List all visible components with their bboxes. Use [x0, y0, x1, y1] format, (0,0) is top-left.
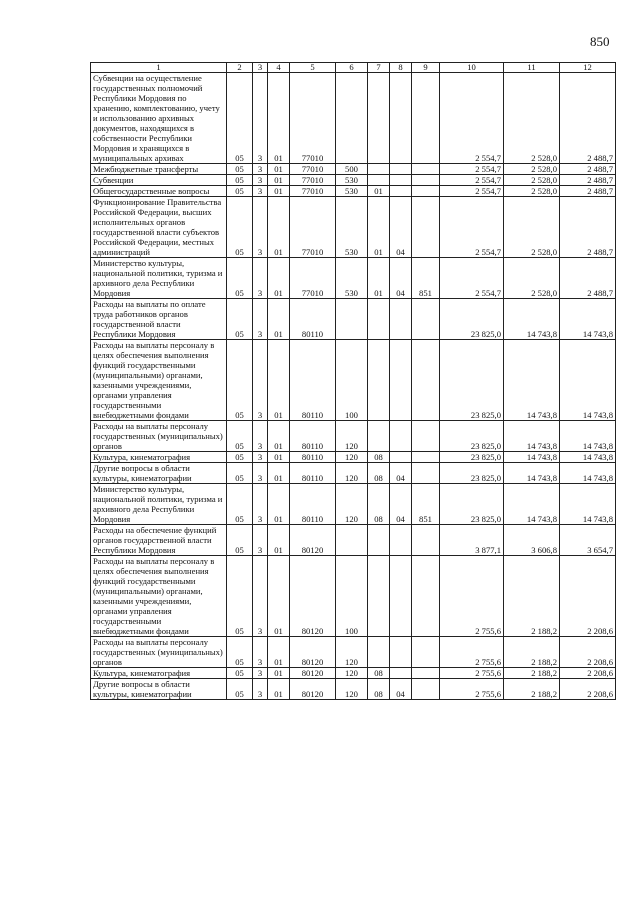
value-cell — [412, 197, 440, 258]
value-cell: 120 — [336, 463, 368, 484]
value-cell: 05 — [227, 525, 253, 556]
value-cell: 05 — [227, 299, 253, 340]
value-cell — [412, 463, 440, 484]
value-cell: 23 825,0 — [440, 484, 504, 525]
value-cell — [412, 452, 440, 463]
value-cell: 120 — [336, 484, 368, 525]
value-cell: 80110 — [290, 340, 336, 421]
value-cell: 23 825,0 — [440, 340, 504, 421]
value-cell: 3 — [253, 484, 268, 525]
value-cell: 05 — [227, 197, 253, 258]
value-cell: 100 — [336, 340, 368, 421]
value-cell: 77010 — [290, 73, 336, 164]
column-header: 1 — [91, 63, 227, 73]
value-cell: 3 877,1 — [440, 525, 504, 556]
table-row — [91, 679, 616, 700]
value-cell: 530 — [336, 258, 368, 299]
value-cell: 80120 — [290, 679, 336, 700]
value-cell: 3 606,8 — [504, 525, 560, 556]
value-cell — [412, 175, 440, 186]
table-row — [91, 299, 616, 340]
value-cell: 80120 — [290, 668, 336, 679]
column-header: 12 — [560, 63, 616, 73]
value-cell: 80110 — [290, 463, 336, 484]
value-cell: 05 — [227, 556, 253, 637]
value-cell: 2 208,6 — [560, 679, 616, 700]
value-cell: 14 743,8 — [560, 421, 616, 452]
value-cell: 23 825,0 — [440, 463, 504, 484]
value-cell: 01 — [268, 299, 290, 340]
value-cell: 14 743,8 — [560, 452, 616, 463]
value-cell — [390, 668, 412, 679]
value-cell: 530 — [336, 197, 368, 258]
row-name-cell: Субвенции — [91, 175, 227, 186]
value-cell — [390, 340, 412, 421]
value-cell — [368, 175, 390, 186]
row-name-cell: Культура, кинематография — [91, 452, 227, 463]
column-header: 7 — [368, 63, 390, 73]
table-row — [91, 484, 616, 525]
value-cell: 23 825,0 — [440, 452, 504, 463]
row-name-cell: Расходы на выплаты персоналу государственных (муниципальных) органов — [91, 421, 227, 452]
value-cell: 2 755,6 — [440, 637, 504, 668]
value-cell: 3 — [253, 679, 268, 700]
value-cell — [412, 421, 440, 452]
column-header: 4 — [268, 63, 290, 73]
value-cell: 2 488,7 — [560, 164, 616, 175]
value-cell — [390, 452, 412, 463]
value-cell: 500 — [336, 164, 368, 175]
row-name-cell: Министерство культуры, национальной политики, туризма и архивного дела Республики Мордовия — [91, 258, 227, 299]
value-cell: 04 — [390, 258, 412, 299]
value-cell — [390, 73, 412, 164]
row-name-cell: Функционирование Правительства Российской Федерации, высших исполнительных органов государственной власти субъектов Российской Федерации, местных администраций — [91, 197, 227, 258]
table-row — [91, 258, 616, 299]
value-cell: 01 — [368, 258, 390, 299]
value-cell: 01 — [268, 164, 290, 175]
value-cell: 3 — [253, 164, 268, 175]
row-name-cell: Межбюджетные трансферты — [91, 164, 227, 175]
row-name-cell: Расходы на выплаты по оплате труда работников органов государственной власти Республики Мордовия — [91, 299, 227, 340]
value-cell: 2 528,0 — [504, 73, 560, 164]
value-cell: 05 — [227, 637, 253, 668]
value-cell: 01 — [268, 637, 290, 668]
value-cell — [412, 299, 440, 340]
value-cell — [368, 340, 390, 421]
value-cell: 100 — [336, 556, 368, 637]
value-cell: 3 — [253, 421, 268, 452]
row-name-cell: Расходы на обеспечение функций органов государственной власти Республики Мордовия — [91, 525, 227, 556]
value-cell: 01 — [268, 484, 290, 525]
table-body — [91, 73, 616, 700]
value-cell: 120 — [336, 668, 368, 679]
value-cell: 3 — [253, 340, 268, 421]
value-cell: 80120 — [290, 637, 336, 668]
value-cell: 01 — [268, 197, 290, 258]
table-row — [91, 637, 616, 668]
column-header: 9 — [412, 63, 440, 73]
table-row — [91, 186, 616, 197]
value-cell: 2 554,7 — [440, 175, 504, 186]
value-cell: 01 — [268, 668, 290, 679]
value-cell — [368, 73, 390, 164]
value-cell: 530 — [336, 186, 368, 197]
value-cell — [412, 525, 440, 556]
value-cell: 2 188,2 — [504, 679, 560, 700]
value-cell — [368, 421, 390, 452]
value-cell: 530 — [336, 175, 368, 186]
row-name-cell: Расходы на выплаты персоналу государственных (муниципальных) органов — [91, 637, 227, 668]
value-cell: 14 743,8 — [504, 463, 560, 484]
column-header: 11 — [504, 63, 560, 73]
value-cell: 01 — [368, 197, 390, 258]
value-cell: 80110 — [290, 421, 336, 452]
value-cell: 2 755,6 — [440, 556, 504, 637]
value-cell: 05 — [227, 679, 253, 700]
value-cell — [390, 175, 412, 186]
value-cell: 05 — [227, 258, 253, 299]
value-cell: 05 — [227, 175, 253, 186]
value-cell: 05 — [227, 73, 253, 164]
value-cell: 2 208,6 — [560, 668, 616, 679]
value-cell: 80110 — [290, 299, 336, 340]
value-cell: 2 488,7 — [560, 175, 616, 186]
column-header: 8 — [390, 63, 412, 73]
table-row — [91, 175, 616, 186]
value-cell — [412, 164, 440, 175]
value-cell: 3 654,7 — [560, 525, 616, 556]
value-cell: 01 — [268, 73, 290, 164]
value-cell — [368, 556, 390, 637]
value-cell: 2 755,6 — [440, 679, 504, 700]
value-cell — [412, 340, 440, 421]
value-cell: 120 — [336, 679, 368, 700]
value-cell: 3 — [253, 668, 268, 679]
value-cell — [390, 556, 412, 637]
value-cell: 01 — [268, 463, 290, 484]
value-cell: 2 755,6 — [440, 668, 504, 679]
value-cell: 851 — [412, 258, 440, 299]
table-row — [91, 197, 616, 258]
column-header: 2 — [227, 63, 253, 73]
value-cell: 2 528,0 — [504, 164, 560, 175]
value-cell — [368, 299, 390, 340]
column-header: 5 — [290, 63, 336, 73]
table-row — [91, 668, 616, 679]
value-cell: 3 — [253, 197, 268, 258]
value-cell: 77010 — [290, 175, 336, 186]
row-name-cell: Расходы на выплаты персоналу в целях обеспечения выполнения функций государственными (муниципальными) органами, казенными учреждениями, органами управления государственными внебюджетными фондами — [91, 556, 227, 637]
value-cell: 14 743,8 — [504, 421, 560, 452]
value-cell: 14 743,8 — [504, 484, 560, 525]
value-cell: 04 — [390, 197, 412, 258]
value-cell: 80110 — [290, 452, 336, 463]
value-cell — [336, 525, 368, 556]
value-cell: 05 — [227, 484, 253, 525]
value-cell — [390, 186, 412, 197]
value-cell — [336, 73, 368, 164]
value-cell: 08 — [368, 484, 390, 525]
value-cell: 3 — [253, 452, 268, 463]
value-cell: 14 743,8 — [560, 340, 616, 421]
value-cell: 14 743,8 — [560, 299, 616, 340]
value-cell: 14 743,8 — [504, 299, 560, 340]
value-cell: 77010 — [290, 197, 336, 258]
value-cell — [412, 679, 440, 700]
value-cell: 04 — [390, 484, 412, 525]
value-cell — [412, 556, 440, 637]
value-cell: 01 — [268, 679, 290, 700]
value-cell: 05 — [227, 340, 253, 421]
budget-table — [90, 62, 616, 700]
value-cell: 120 — [336, 421, 368, 452]
value-cell: 08 — [368, 679, 390, 700]
value-cell: 2 554,7 — [440, 73, 504, 164]
value-cell: 23 825,0 — [440, 299, 504, 340]
table-row — [91, 421, 616, 452]
value-cell: 3 — [253, 463, 268, 484]
value-cell: 3 — [253, 73, 268, 164]
value-cell: 2 528,0 — [504, 175, 560, 186]
value-cell: 01 — [268, 175, 290, 186]
value-cell: 3 — [253, 556, 268, 637]
value-cell: 05 — [227, 186, 253, 197]
value-cell: 2 488,7 — [560, 186, 616, 197]
table-row — [91, 556, 616, 637]
table-row — [91, 340, 616, 421]
value-cell: 08 — [368, 452, 390, 463]
value-cell — [390, 164, 412, 175]
value-cell: 80110 — [290, 484, 336, 525]
value-cell — [390, 421, 412, 452]
value-cell: 05 — [227, 164, 253, 175]
value-cell: 2 488,7 — [560, 197, 616, 258]
column-header: 3 — [253, 63, 268, 73]
value-cell: 2 528,0 — [504, 186, 560, 197]
value-cell: 2 554,7 — [440, 197, 504, 258]
value-cell: 01 — [268, 186, 290, 197]
row-name-cell: Общегосударственные вопросы — [91, 186, 227, 197]
value-cell — [368, 164, 390, 175]
row-name-cell: Культура, кинематография — [91, 668, 227, 679]
value-cell: 01 — [268, 452, 290, 463]
table-row — [91, 463, 616, 484]
value-cell: 08 — [368, 463, 390, 484]
value-cell: 01 — [368, 186, 390, 197]
value-cell: 2 528,0 — [504, 258, 560, 299]
table-row — [91, 164, 616, 175]
value-cell: 2 208,6 — [560, 556, 616, 637]
value-cell — [412, 637, 440, 668]
value-cell: 77010 — [290, 186, 336, 197]
value-cell: 01 — [268, 421, 290, 452]
value-cell: 2 554,7 — [440, 258, 504, 299]
value-cell: 77010 — [290, 164, 336, 175]
value-cell — [390, 525, 412, 556]
value-cell: 05 — [227, 668, 253, 679]
value-cell — [412, 186, 440, 197]
value-cell: 3 — [253, 186, 268, 197]
value-cell: 3 — [253, 525, 268, 556]
page-number: 850 — [590, 34, 610, 49]
value-cell: 14 743,8 — [560, 484, 616, 525]
value-cell: 120 — [336, 637, 368, 668]
value-cell: 01 — [268, 340, 290, 421]
value-cell: 2 528,0 — [504, 197, 560, 258]
value-cell: 3 — [253, 637, 268, 668]
value-cell: 80120 — [290, 525, 336, 556]
row-name-cell: Другие вопросы в области культуры, кинематографии — [91, 679, 227, 700]
row-name-cell: Субвенции на осуществление государственных полномочий Республики Мордовия по хранению, комплектованию, учету и использованию архивных документов, находящихся в собственности Республики Мордовия и хранящихся в муниципальных архивах — [91, 73, 227, 164]
value-cell: 2 554,7 — [440, 164, 504, 175]
value-cell — [412, 668, 440, 679]
value-cell: 05 — [227, 452, 253, 463]
row-name-cell: Министерство культуры, национальной политики, туризма и архивного дела Республики Мордовия — [91, 484, 227, 525]
value-cell: 3 — [253, 175, 268, 186]
value-cell: 04 — [390, 679, 412, 700]
value-cell — [336, 299, 368, 340]
value-cell: 23 825,0 — [440, 421, 504, 452]
value-cell: 2 488,7 — [560, 73, 616, 164]
value-cell: 08 — [368, 668, 390, 679]
row-name-cell: Расходы на выплаты персоналу в целях обеспечения выполнения функций государственными (муниципальными) органами, казенными учреждениями, органами управления государственными внебюджетными фондами — [91, 340, 227, 421]
value-cell: 01 — [268, 525, 290, 556]
value-cell: 05 — [227, 421, 253, 452]
value-cell: 2 188,2 — [504, 556, 560, 637]
value-cell: 3 — [253, 258, 268, 299]
table-row — [91, 73, 616, 164]
value-cell: 2 554,7 — [440, 186, 504, 197]
value-cell: 01 — [268, 258, 290, 299]
value-cell: 120 — [336, 452, 368, 463]
header-row — [91, 63, 616, 73]
column-header: 6 — [336, 63, 368, 73]
value-cell: 3 — [253, 299, 268, 340]
value-cell: 2 208,6 — [560, 637, 616, 668]
value-cell — [368, 637, 390, 668]
value-cell: 14 743,8 — [504, 340, 560, 421]
row-name-cell: Другие вопросы в области культуры, кинематографии — [91, 463, 227, 484]
value-cell: 851 — [412, 484, 440, 525]
table-row — [91, 525, 616, 556]
value-cell: 05 — [227, 463, 253, 484]
value-cell — [390, 299, 412, 340]
value-cell: 2 488,7 — [560, 258, 616, 299]
value-cell: 80120 — [290, 556, 336, 637]
value-cell — [390, 637, 412, 668]
value-cell — [368, 525, 390, 556]
value-cell: 14 743,8 — [560, 463, 616, 484]
value-cell: 2 188,2 — [504, 668, 560, 679]
column-header: 10 — [440, 63, 504, 73]
value-cell: 77010 — [290, 258, 336, 299]
table-row — [91, 452, 616, 463]
value-cell — [412, 73, 440, 164]
value-cell: 14 743,8 — [504, 452, 560, 463]
value-cell: 04 — [390, 463, 412, 484]
value-cell: 2 188,2 — [504, 637, 560, 668]
value-cell: 01 — [268, 556, 290, 637]
